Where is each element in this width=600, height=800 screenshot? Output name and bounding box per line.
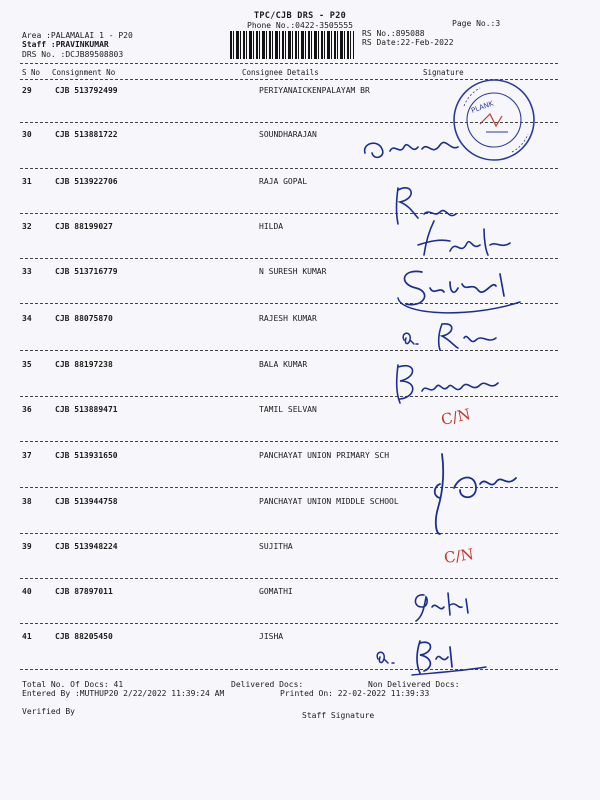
column-header-signature: Signature — [423, 68, 464, 77]
stamp-text: PLANK — [470, 99, 495, 115]
row-sno: 39 — [22, 542, 32, 551]
printed-on: Printed On: 22-02-2022 11:39:33 — [280, 689, 430, 698]
row-consignment-no: CJB 513881722 — [55, 130, 118, 139]
signature-row-41 — [372, 633, 492, 678]
row-sno: 34 — [22, 314, 32, 323]
row-consignment-no: CJB 513931650 — [55, 451, 118, 460]
total-docs: Total No. Of Docs: 41 — [22, 680, 124, 689]
row-consignment-no: CJB 88199027 — [55, 222, 113, 231]
row-divider — [20, 441, 558, 442]
row-divider — [20, 213, 558, 214]
page-number: Page No.:3 — [452, 19, 501, 28]
row-consignment-no: CJB 513922706 — [55, 177, 118, 186]
row-sno: 30 — [22, 130, 32, 139]
staff-label: Staff :PRAVINKUMAR — [22, 40, 109, 49]
phone-number: Phone No.:0422-3505555 — [247, 21, 353, 30]
row-sno: 31 — [22, 177, 32, 186]
row-sno: 38 — [22, 497, 32, 506]
row-consignment-no: CJB 88205450 — [55, 632, 113, 641]
drs-number: DRS No. :DCJB89508803 — [22, 50, 124, 59]
signature-row-32 — [410, 215, 520, 265]
row-consignee: TAMIL SELVAN — [259, 405, 317, 414]
cn-mark: C/N — [442, 545, 475, 567]
row-consignee: PANCHAYAT UNION PRIMARY SCH — [259, 451, 390, 460]
column-header-sno: S No — [22, 68, 41, 77]
table-row — [0, 632, 600, 678]
table-row — [0, 314, 600, 360]
row-sno: 32 — [22, 222, 32, 231]
signature-row-40 — [408, 585, 478, 625]
signature-row-30 — [360, 125, 470, 170]
row-consignee: JISHA — [259, 632, 284, 641]
row-consignment-no: CJB 513948224 — [55, 542, 118, 551]
row-consignment-no: CJB 88197238 — [55, 360, 113, 369]
row-divider — [20, 168, 558, 169]
row-consignment-no: CJB 513889471 — [55, 405, 118, 414]
cn-mark: C/N — [439, 405, 473, 429]
header-divider — [20, 63, 558, 64]
delivered-docs: Delivered Docs: — [231, 680, 304, 689]
row-sno: 36 — [22, 405, 32, 414]
row-consignment-no: CJB 513944758 — [55, 497, 118, 506]
table-row — [0, 587, 600, 633]
signature-row-33 — [392, 262, 532, 320]
row-sno: 41 — [22, 632, 32, 641]
barcode — [230, 31, 354, 59]
table-row — [0, 405, 600, 451]
row-consignment-no: CJB 88075870 — [55, 314, 113, 323]
table-row — [0, 360, 600, 406]
row-sno: 33 — [22, 267, 32, 276]
column-header-consignment: Consignment No — [52, 68, 116, 77]
row-consignee: RAJA GOPAL — [259, 177, 308, 186]
row-consignee: SUJITHA — [259, 542, 293, 551]
row-consignment-no: CJB 513716779 — [55, 267, 118, 276]
row-consignment-no: CJB 513792499 — [55, 86, 118, 95]
row-consignee: PANCHAYAT UNION MIDDLE SCHOOL — [259, 497, 399, 506]
row-consignment-no: CJB 87897011 — [55, 587, 113, 596]
table-row — [0, 542, 600, 588]
area-label: Area :PALAMALAI 1 - P20 — [22, 31, 133, 40]
row-consignee: SOUNDHARAJAN — [259, 130, 317, 139]
signature-row-37-38 — [420, 448, 530, 536]
document-title: TPC/CJB DRS - P20 — [253, 11, 347, 21]
entered-by: Entered By :MUTHUP20 2/22/2022 11:39:24 AM — [22, 689, 225, 698]
row-consignee: HILDA — [259, 222, 284, 231]
row-consignee: N SURESH KUMAR — [259, 267, 327, 276]
row-consignee: RAJESH KUMAR — [259, 314, 317, 323]
row-sno: 29 — [22, 86, 32, 95]
non-delivered-docs: Non Delivered Docs: — [368, 680, 460, 689]
signature-row-35 — [390, 357, 510, 407]
row-sno: 37 — [22, 451, 32, 460]
row-consignee: GOMATHI — [259, 587, 293, 596]
staff-signature-label: Staff Signature — [302, 711, 375, 720]
row-sno: 40 — [22, 587, 32, 596]
row-sno: 35 — [22, 360, 32, 369]
column-header-consignee: Consignee Details — [242, 68, 319, 77]
signature-row-34 — [398, 316, 508, 356]
row-consignee: PERIYANAICKENPALAYAM BR — [259, 86, 370, 95]
rs-date: RS Date:22-Feb-2022 — [362, 38, 454, 47]
row-consignee: BALA KUMAR — [259, 360, 308, 369]
rs-number: RS No.:895088 — [362, 29, 425, 38]
verified-by: Verified By — [22, 707, 75, 716]
row-divider — [20, 578, 558, 579]
